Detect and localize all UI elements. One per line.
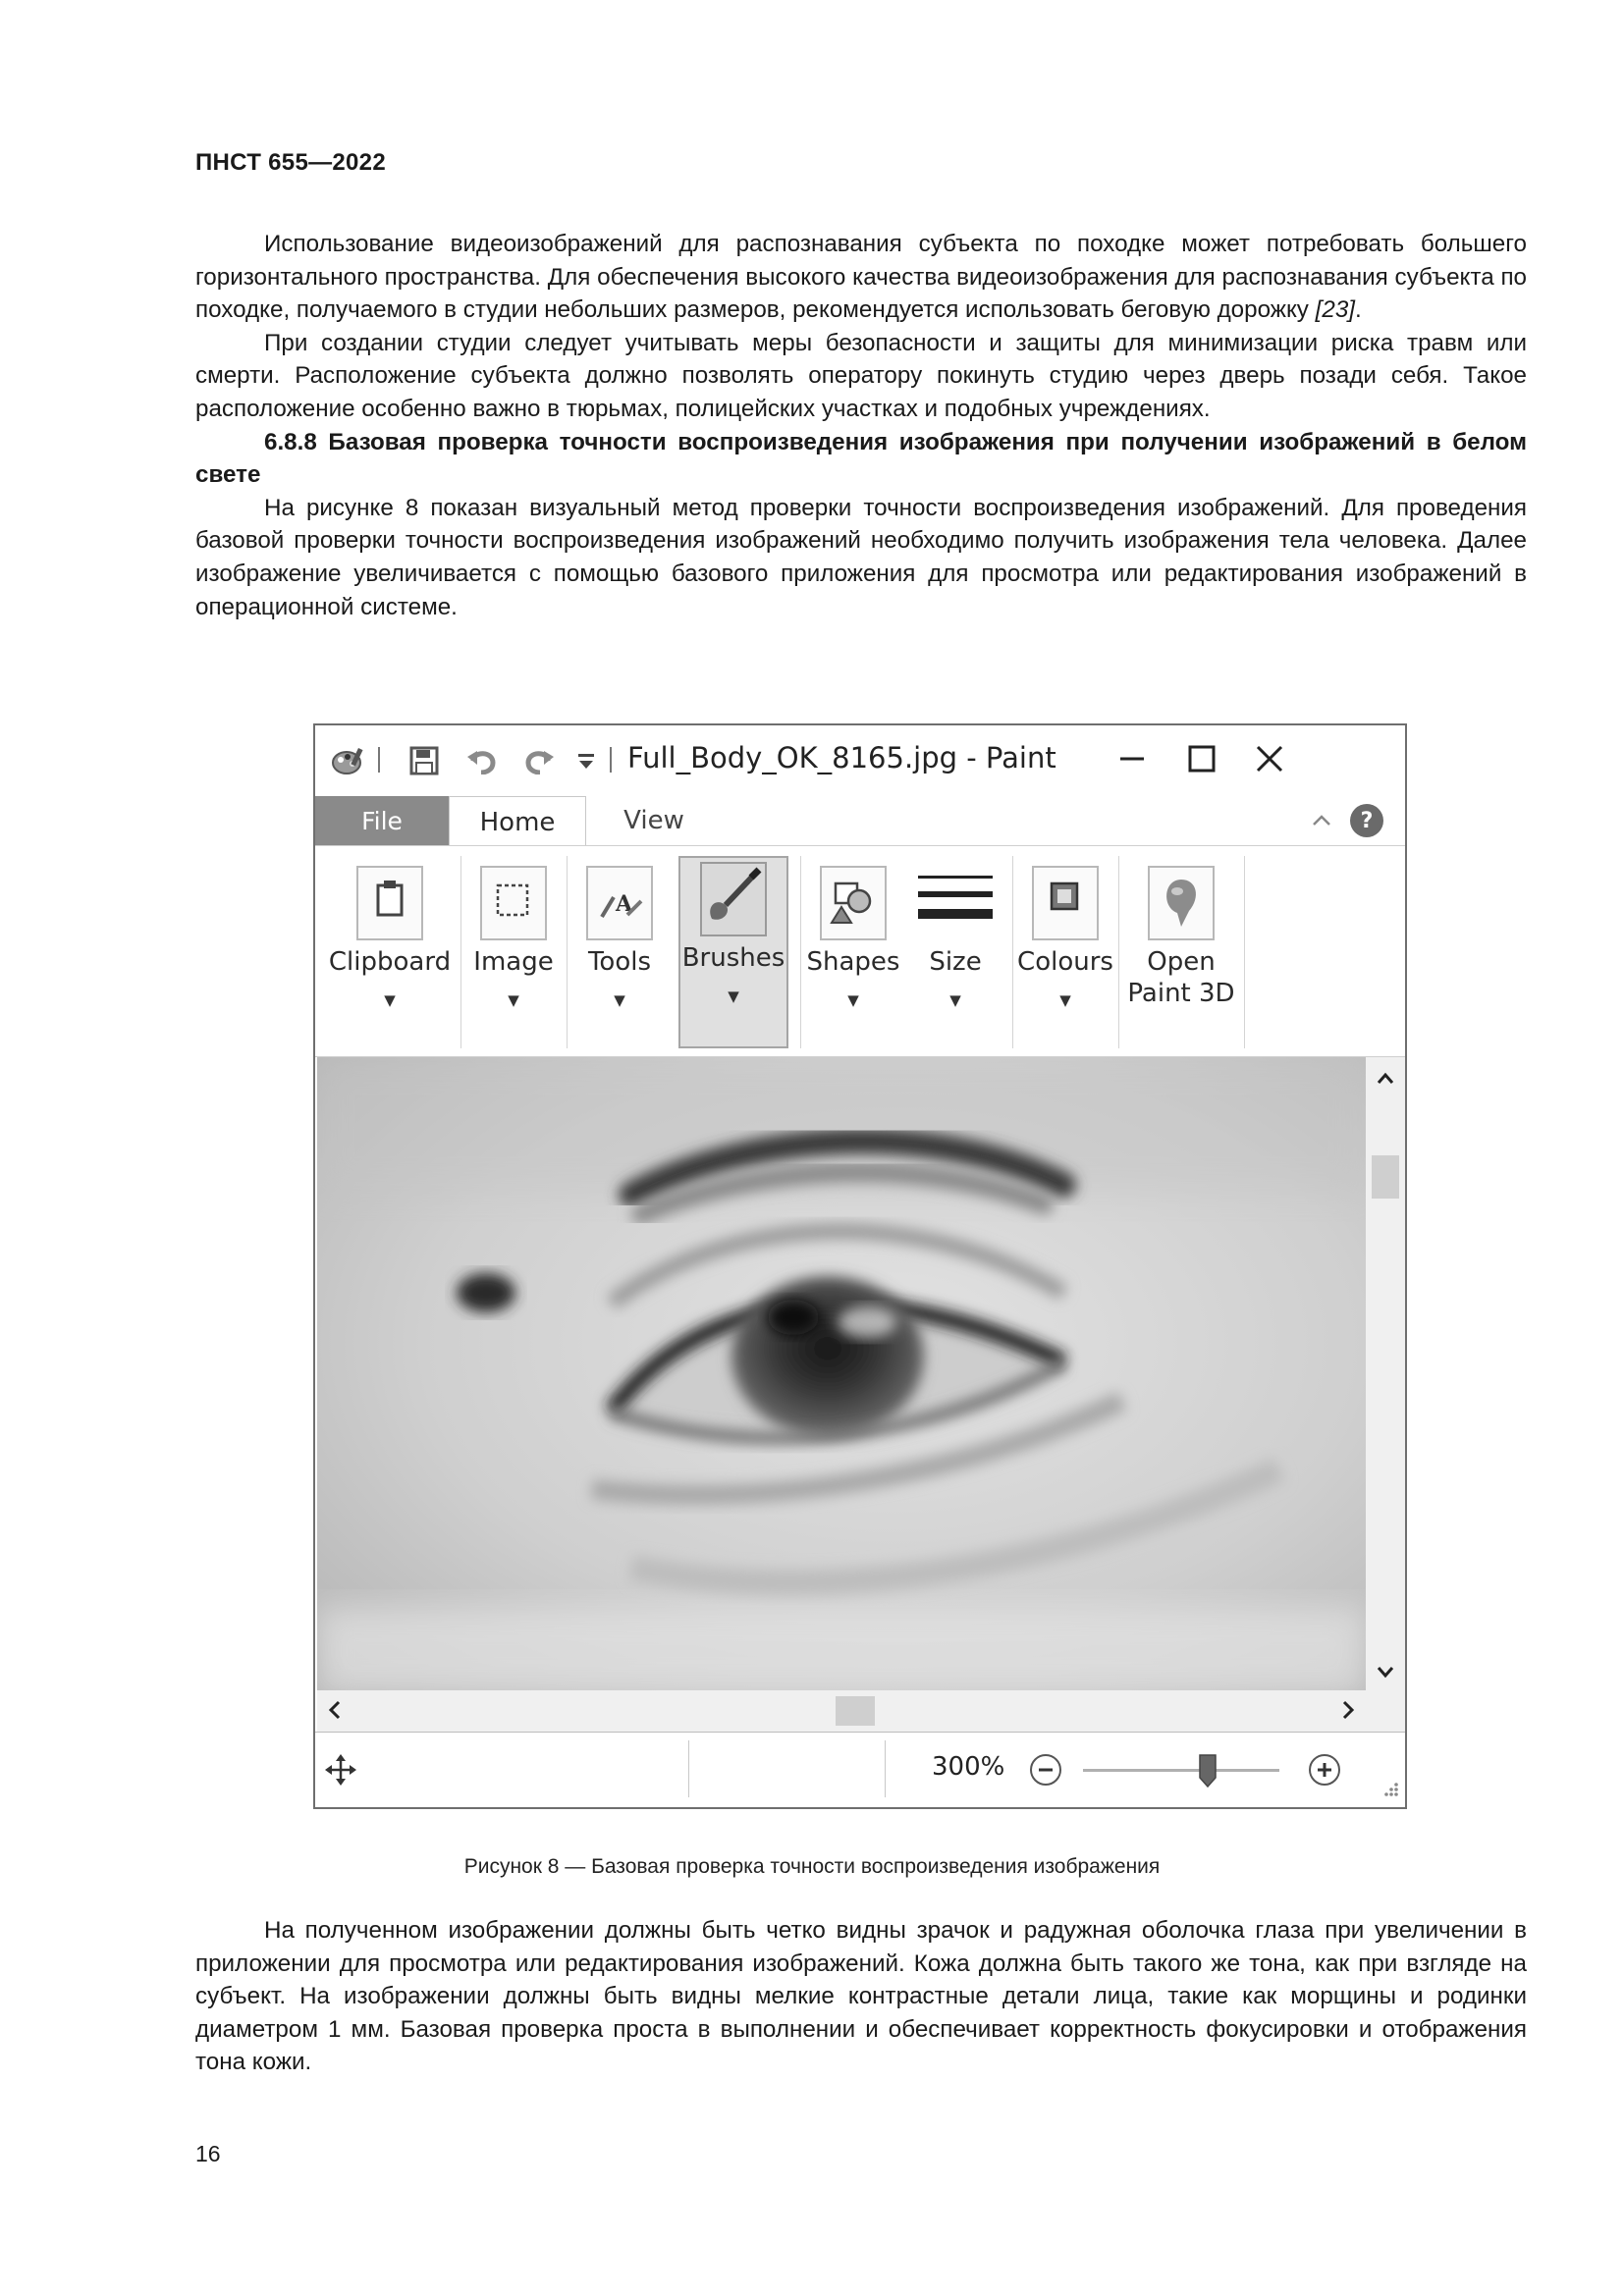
figure-caption: Рисунок 8 — Базовая проверка точности воспроизведения изображения (463, 1855, 1161, 1878)
group-separator (1012, 856, 1013, 1048)
horizontal-scroll-thumb[interactable] (836, 1696, 875, 1726)
image-canvas[interactable] (317, 1057, 1366, 1690)
clipboard-icon (356, 866, 423, 940)
toolbar-separator (378, 747, 380, 773)
document-header: ПНСТ 655—2022 (195, 149, 386, 176)
status-separator (688, 1740, 689, 1797)
vertical-scrollbar[interactable] (1366, 1057, 1405, 1690)
svg-text:A: A (616, 891, 633, 917)
ribbon-home (315, 845, 1405, 1057)
zoom-level: 300% (932, 1752, 1005, 1782)
paragraph-1-text: Использование видеоизображений для распознавания субъекта по походке может потребовать большего горизонтального пространства. Для обеспечения высокого качества видеоизображения для распознавания субъекта по походке, получаемого в студии небольших размеров, рекомендуется использовать беговую дорожку (195, 231, 1527, 324)
open-paint-3d-label: Open Paint 3D (1127, 947, 1235, 1008)
tab-home[interactable]: Home (449, 796, 586, 847)
group-separator (1118, 856, 1119, 1048)
tab-view[interactable]: View (623, 806, 684, 835)
image-label: Image (473, 947, 554, 977)
move-cursor-icon (323, 1752, 358, 1788)
clipboard-button[interactable] (323, 856, 457, 1048)
brush-icon (700, 862, 767, 936)
horizontal-scrollbar[interactable] (317, 1690, 1366, 1732)
paragraph-2: При создании студии следует учитывать меры безопасности и защиты для минимизации риска травм или смерти. Расположение субъекта должно позволять оператору покинуть студию через дверь позади себя. Такое расположение особенно важно в тюрьмах, полицейских участках и подобных учреждениях. (195, 329, 1527, 422)
scroll-right-icon[interactable] (1340, 1698, 1356, 1728)
vertical-scroll-thumb[interactable] (1372, 1155, 1399, 1199)
ribbon-tabs (315, 796, 1405, 845)
page-number: 16 (195, 2141, 221, 2166)
customize-toolbar-icon[interactable] (574, 745, 598, 776)
group-separator (567, 856, 568, 1048)
colours-label: Colours (1017, 947, 1113, 977)
close-button[interactable] (1240, 733, 1299, 784)
scroll-left-icon[interactable] (327, 1698, 343, 1728)
status-bar (315, 1732, 1405, 1808)
zoom-in-button[interactable] (1309, 1754, 1340, 1786)
group-separator (800, 856, 801, 1048)
scroll-down-icon[interactable] (1376, 1658, 1395, 1687)
size-label: Size (929, 947, 982, 977)
dropdown-arrow-icon: ▼ (614, 991, 625, 1009)
tools-icon (586, 866, 653, 940)
save-icon[interactable] (407, 745, 441, 776)
collapse-ribbon-icon[interactable] (1302, 800, 1341, 839)
dropdown-arrow-icon: ▼ (508, 991, 519, 1009)
colours-icon (1032, 866, 1099, 940)
paint-3d-icon (1148, 866, 1215, 940)
paragraph-4: На полученном изображении должны быть четко видны зрачок и радужная оболочка глаза при увеличении в приложении для просмотра или редактирования изображений. Кожа должна быть такого же тона, как при взгляде на субъект. На изображении должны быть видны мелкие контрастные детали лица, такие как морщины и родинки диаметром 1 мм. Базовая проверка проста в выполнении и обеспечивает корректность фокусировки и отображения тона кожи. (195, 1917, 1527, 2076)
group-separator (1244, 856, 1245, 1048)
brushes-button[interactable] (678, 856, 788, 1048)
window-title: Full_Body_OK_8165.jpg - Paint (627, 741, 1056, 774)
shapes-icon (820, 866, 887, 940)
dropdown-arrow-icon: ▼ (384, 991, 396, 1009)
section-heading: 6.8.8 Базовая проверка точности воспроизведения изображения при получении изображений в белом свете (195, 428, 1527, 489)
reference-citation: [23] (1315, 296, 1355, 324)
brushes-label: Brushes (681, 943, 785, 973)
resize-grip-icon[interactable] (1380, 1780, 1399, 1799)
shapes-button[interactable] (804, 856, 902, 1048)
title-bar (315, 725, 1405, 794)
scroll-corner (1366, 1690, 1405, 1732)
undo-icon[interactable] (462, 745, 502, 776)
paint-app-icon[interactable] (329, 745, 368, 776)
minimize-button[interactable] (1103, 733, 1162, 784)
dropdown-arrow-icon: ▼ (728, 988, 739, 1005)
dropdown-arrow-icon: ▼ (1059, 991, 1071, 1009)
dropdown-arrow-icon: ▼ (847, 991, 859, 1009)
tools-label: Tools (587, 947, 652, 977)
help-icon[interactable]: ? (1350, 804, 1383, 837)
scroll-up-icon[interactable] (1376, 1063, 1395, 1093)
toolbar-separator (610, 747, 612, 773)
outro-text (195, 1914, 1527, 2079)
image-button[interactable] (464, 856, 563, 1048)
open-paint-3d-button[interactable] (1122, 856, 1240, 1048)
eye-photo (317, 1057, 1366, 1690)
status-separator (885, 1740, 886, 1797)
paragraph-1: Использование видеоизображений для распознавания субъекта по походке может потребовать большего горизонтального пространства. Для обеспечения высокого качества видеоизображения для распознавания субъекта по походке, получаемого в студии небольших размеров, рекомендуется использовать беговую дорожку [23]. (195, 231, 1527, 324)
zoom-slider[interactable] (1083, 1769, 1279, 1772)
paint-window (313, 723, 1407, 1809)
shapes-label: Shapes (806, 947, 900, 977)
redo-icon[interactable] (519, 745, 559, 776)
line-size-icon (916, 868, 995, 936)
zoom-out-button[interactable] (1030, 1754, 1061, 1786)
select-icon (480, 866, 547, 940)
tab-file[interactable]: File (315, 796, 449, 845)
dropdown-arrow-icon: ▼ (949, 991, 961, 1009)
group-separator (460, 856, 461, 1048)
size-button[interactable] (906, 856, 1004, 1048)
colours-button[interactable] (1016, 856, 1114, 1048)
intro-text (195, 228, 1527, 623)
clipboard-label: Clipboard (328, 947, 452, 977)
maximize-button[interactable] (1171, 733, 1230, 784)
zoom-slider-thumb[interactable] (1199, 1754, 1217, 1788)
tools-button[interactable] (570, 856, 669, 1048)
paragraph-3: На рисунке 8 показан визуальный метод проверки точности воспроизведения изображений. Для проведения базовой проверки точности воспроизведения изображений необходимо получить изображения тела человека. Далее изображение увеличивается с помощью базового приложения для просмотра или редактирования изображений в операционной системе. (195, 494, 1527, 620)
